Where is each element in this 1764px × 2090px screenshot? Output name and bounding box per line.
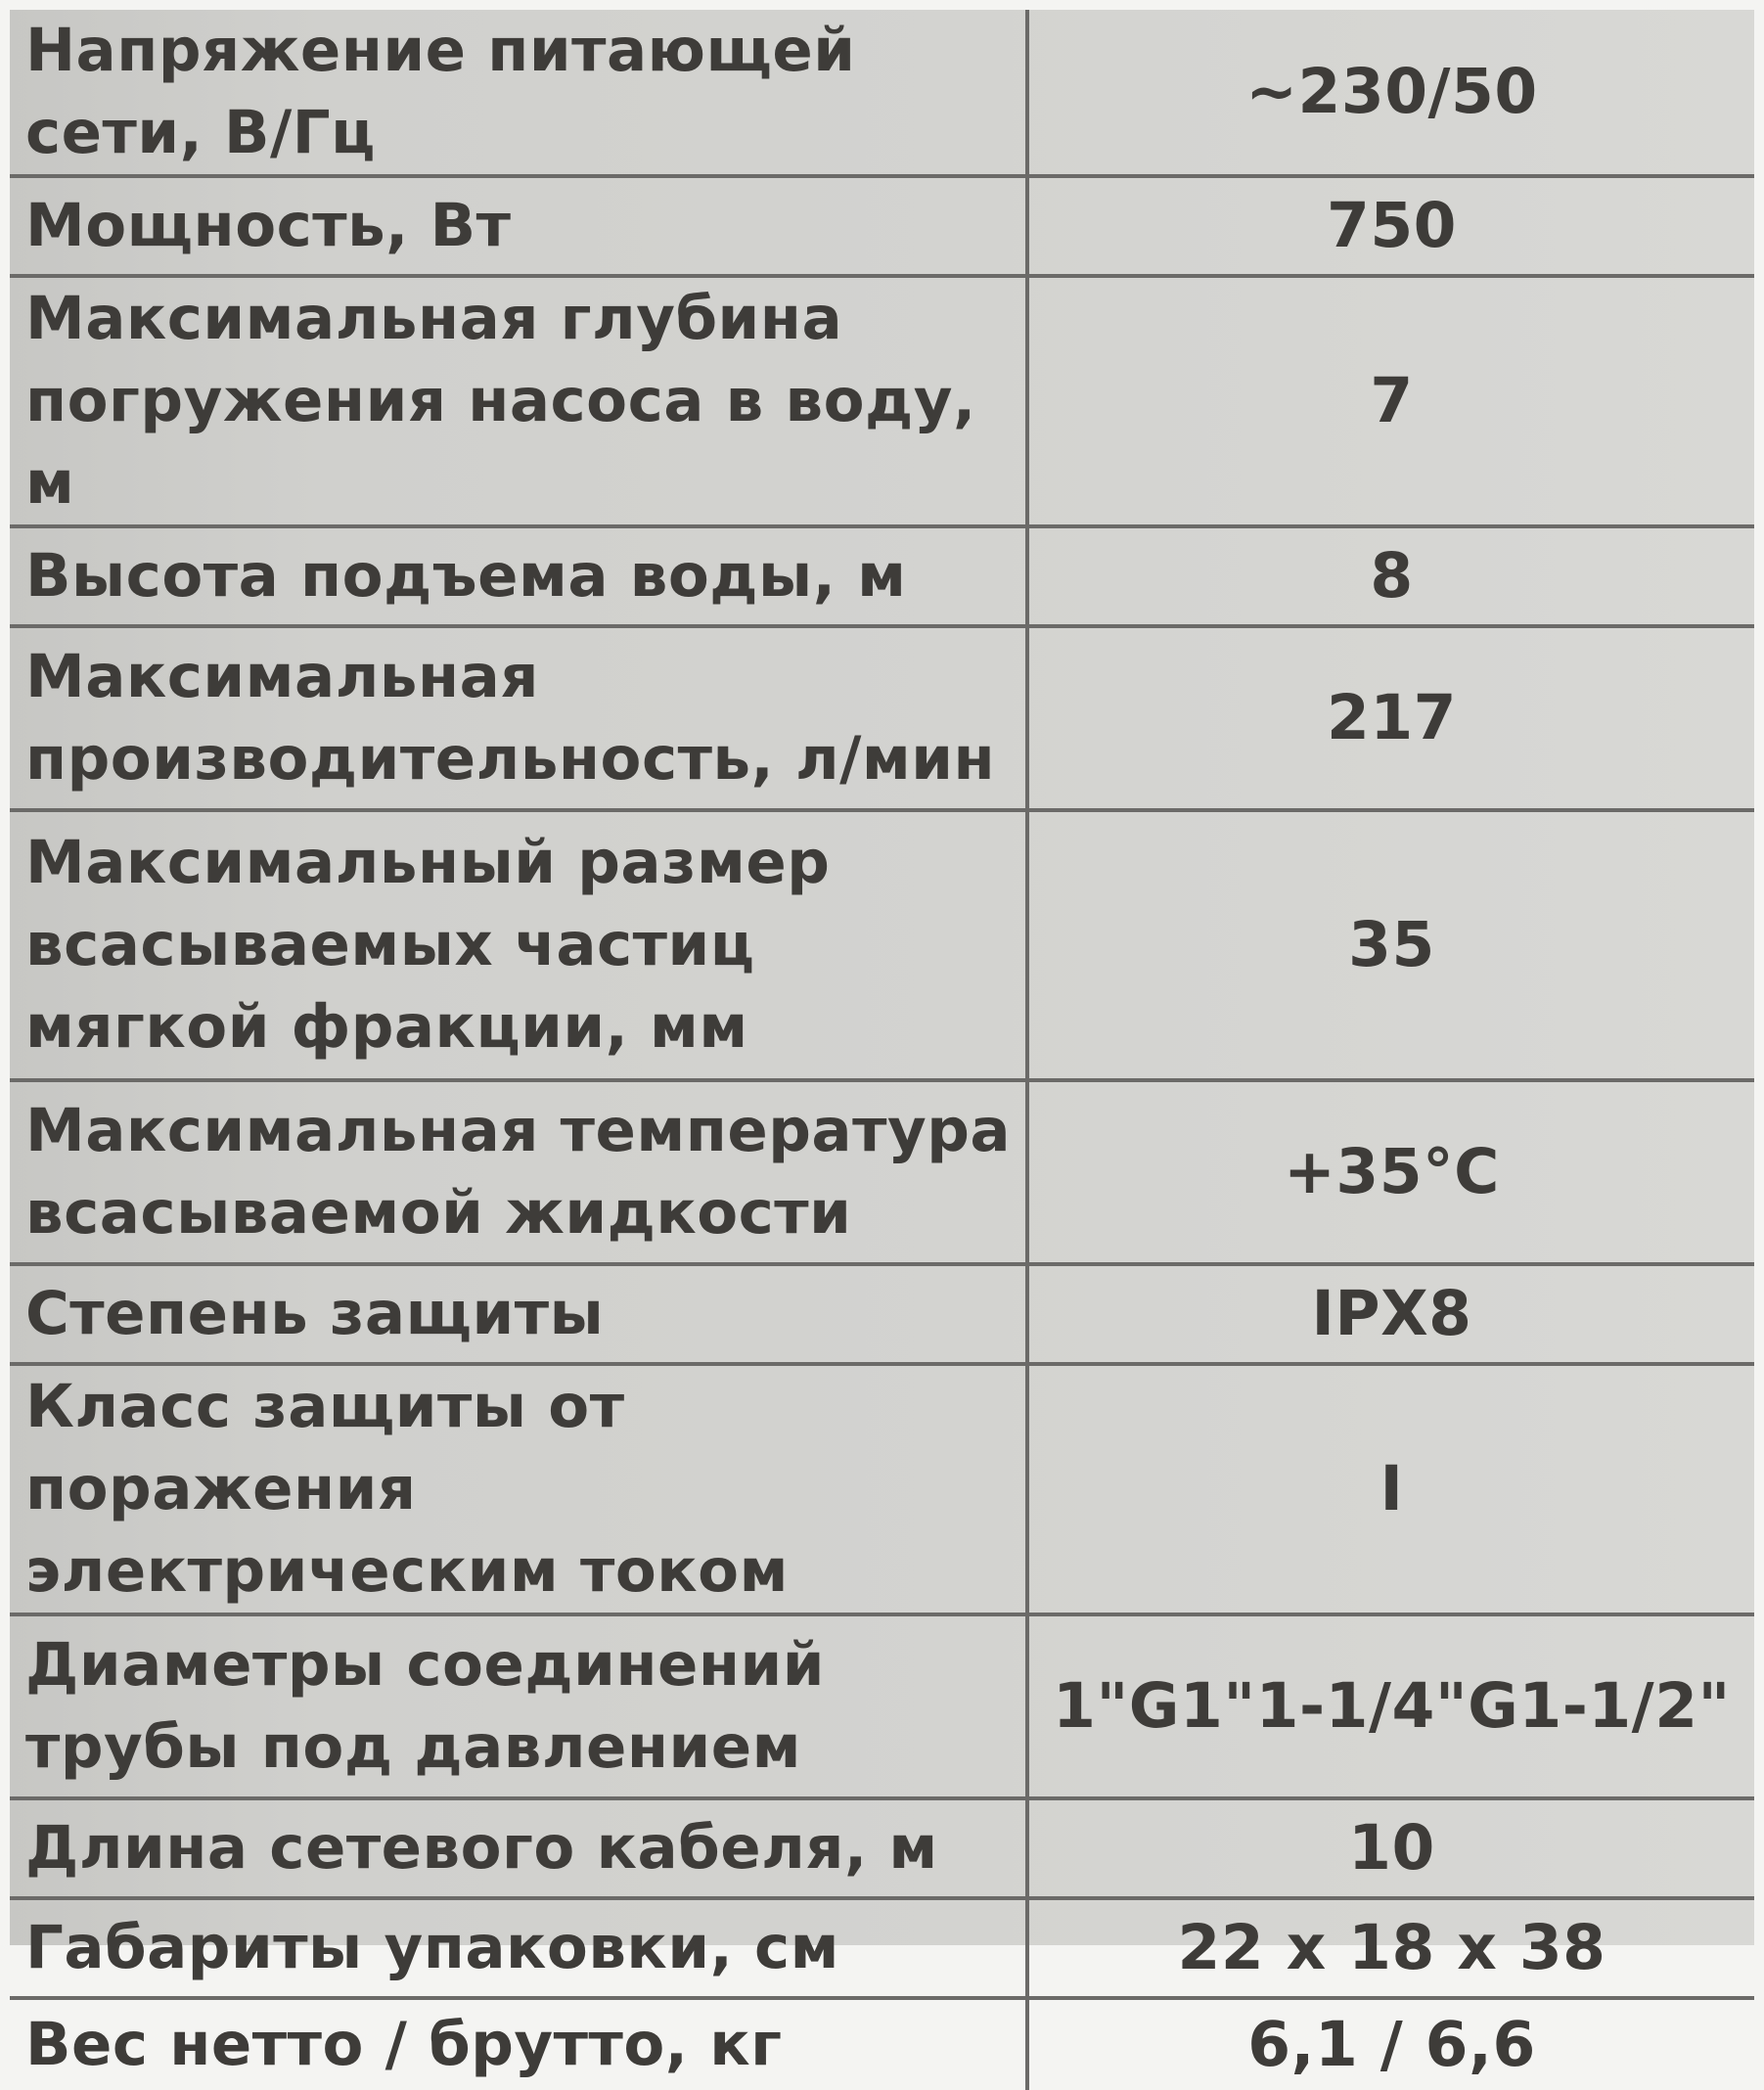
table-row [10,1898,1754,1998]
spec-label: Степень защиты [10,1264,1027,1364]
spec-value: ~230/50 [1027,10,1754,176]
spec-label: Напряжение питающей сети, В/Гц [10,10,1027,176]
spec-label: Максимальная производительность, л/мин [10,626,1027,810]
spec-sheet [10,10,1754,2080]
table-row [10,1364,1754,1614]
table-row [10,626,1754,810]
spec-label: Диаметры соединений трубы под давлением [10,1614,1027,1798]
spec-label: Высота подъема воды, м [10,526,1027,626]
table-row [10,1264,1754,1364]
spec-label: Длина сетевого кабеля, м [10,1798,1027,1898]
spec-value: 6,1 / 6,6 [1027,1998,1754,2090]
spec-value: 750 [1027,176,1754,276]
spec-value: I [1027,1364,1754,1614]
spec-label: Максимальная глубина погружения насоса в воду, м [10,276,1027,526]
spec-label: Максимальная температура всасываемой жидкости [10,1080,1027,1264]
spec-label: Мощность, Вт [10,176,1027,276]
spec-value: IPX8 [1027,1264,1754,1364]
table-row [10,1614,1754,1798]
spec-value: 7 [1027,276,1754,526]
table-row [10,10,1754,176]
spec-label: Вес нетто / брутто, кг [25,2010,783,2079]
spec-value: 1"G1"1-1/4"G1-1/2" [1027,1614,1754,1798]
spec-value: 8 [1027,526,1754,626]
spec-value: 22 x 18 x 38 [1027,1898,1754,1998]
spec-value: 217 [1027,626,1754,810]
spec-label: Габариты упаковки, см [10,1898,1027,1998]
table-row [10,1798,1754,1898]
table-row [10,810,1754,1080]
table-row [10,1998,1754,2090]
spec-value: 35 [1027,810,1754,1080]
spec-value: 10 [1027,1798,1754,1898]
specifications-table [10,10,1754,2090]
table-row [10,176,1754,276]
spec-value: +35°C [1027,1080,1754,1264]
table-row [10,526,1754,626]
spec-label: Класс защиты от поражения электрическим током [10,1364,1027,1614]
table-row [10,1080,1754,1264]
table-row [10,276,1754,526]
spec-label: Максимальный размер всасываемых частиц мягкой фракции, мм [10,810,1027,1080]
